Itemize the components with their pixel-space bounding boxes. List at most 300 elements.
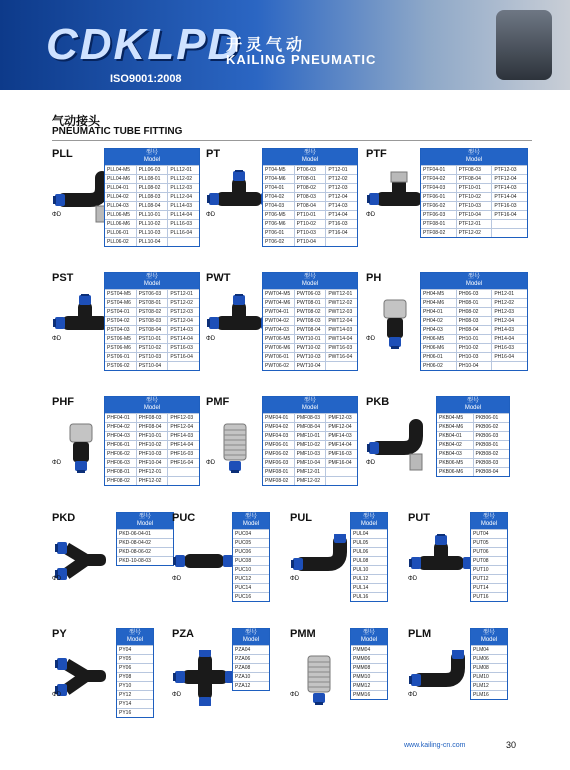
model-cell: PY05 <box>119 656 132 662</box>
model-row <box>421 219 527 228</box>
diameter-label: ΦD <box>206 460 216 466</box>
model-cell: PMF10-02 <box>294 441 326 449</box>
model-table-header <box>105 149 199 165</box>
port-bottom <box>389 337 401 349</box>
model-cell: PTF10-04 <box>456 211 492 219</box>
model-cell: PT08-04 <box>294 202 326 210</box>
website-url[interactable]: www.kailing-cn.com <box>404 742 466 749</box>
diameter-label: ΦD <box>206 336 216 342</box>
model-cell: PHF12-02 <box>136 477 168 485</box>
model-row <box>421 361 527 370</box>
model-cell: PH06-02 <box>423 363 443 369</box>
y-stem <box>82 554 106 566</box>
model-table-header <box>233 629 269 645</box>
model-cell: PKD-08-04-02 <box>119 540 151 546</box>
port-bottom-collet <box>229 461 241 471</box>
port-upper <box>55 658 67 670</box>
model-cell: PT04-02 <box>265 194 285 200</box>
model-cell: PHF04-02 <box>107 424 130 430</box>
header-cn: 型号 <box>482 514 495 520</box>
model-cell: PUC04 <box>235 531 252 537</box>
model-cell: PY16 <box>119 710 132 716</box>
port-upper-ring <box>55 544 58 552</box>
model-cell: PUC10 <box>235 567 252 573</box>
model-cell: PLL08-01 <box>136 175 168 183</box>
model-cell: PMM06 <box>353 656 371 662</box>
model-cell: PST12-02 <box>167 299 199 307</box>
company-name-en: KAILING PNEUMATIC <box>226 52 377 67</box>
port-top-collet <box>79 295 91 305</box>
elbow-body <box>64 178 102 200</box>
section-title-en: PNEUMATIC TUBE FITTING <box>52 126 183 137</box>
model-cell: PST10-01 <box>136 335 168 343</box>
port-left-collet <box>411 557 421 569</box>
model-cell: PWT04-02 <box>265 318 289 324</box>
model-row <box>437 458 509 467</box>
diameter-label: ΦD <box>366 336 376 342</box>
fitting-body <box>387 318 403 338</box>
header-en: Model <box>242 521 260 527</box>
model-cell <box>325 477 357 485</box>
model-cell: PMF14-04 <box>325 441 357 449</box>
model-cell: PMF08-01 <box>265 469 289 475</box>
model-table <box>104 396 200 486</box>
model-row <box>233 547 269 556</box>
model-cell: PWT16-03 <box>325 344 357 352</box>
header-en: Model <box>136 521 154 527</box>
model-cell <box>325 238 357 246</box>
model-row <box>471 654 507 663</box>
port-top <box>435 534 447 545</box>
model-cell: PMM04 <box>353 647 371 653</box>
model-cell: PH08-01 <box>456 299 492 307</box>
port-top-ring <box>235 294 243 296</box>
model-row <box>263 449 357 458</box>
model-cell: PST12-04 <box>167 317 199 325</box>
model-row <box>105 476 199 485</box>
model-table <box>116 512 174 566</box>
model-row <box>105 440 199 449</box>
model-row <box>105 201 199 210</box>
model-cell: PHF12-03 <box>167 414 199 422</box>
model-cell: PT10-01 <box>294 211 326 219</box>
model-cell: PKB04-02 <box>439 442 462 448</box>
model-cell: PUC12 <box>235 576 252 582</box>
model-row <box>471 556 507 565</box>
port-bottom-collet <box>75 461 87 471</box>
model-row <box>263 307 357 316</box>
model-cell: PUC08 <box>235 558 252 564</box>
model-row <box>421 192 527 201</box>
model-row <box>421 174 527 183</box>
model-cell: PUL10 <box>353 567 369 573</box>
section-divider <box>52 140 532 141</box>
model-cell: PTF06-01 <box>423 194 446 200</box>
port-left <box>409 557 421 569</box>
model-row <box>105 352 199 361</box>
port-top <box>233 294 245 305</box>
model-cell: PMF04-03 <box>265 433 289 439</box>
header-en: Model <box>480 637 498 643</box>
header-en: Model <box>480 521 498 527</box>
model-cell: PLM04 <box>473 647 489 653</box>
model-cell <box>491 229 527 237</box>
model-row <box>105 467 199 476</box>
model-cell: PKD-06-04-01 <box>119 531 151 537</box>
model-table <box>350 512 388 602</box>
model-row <box>351 681 387 690</box>
model-cell: PY06 <box>119 665 132 671</box>
elbow-body <box>420 658 458 680</box>
header-cn: 型号 <box>303 274 316 280</box>
model-row <box>351 547 387 556</box>
header-en: Model <box>126 637 144 643</box>
model-cell: PWT12-04 <box>325 317 357 325</box>
port-left-collet <box>209 193 219 205</box>
fitting-illustration <box>408 534 474 590</box>
header-cn: 型号 <box>145 398 158 404</box>
model-table <box>232 628 270 691</box>
header-cn: 型号 <box>244 630 257 636</box>
model-cell: PMF12-04 <box>325 423 357 431</box>
model-cell: PHF08-01 <box>107 469 130 475</box>
model-cell: PMF08-02 <box>265 478 289 484</box>
model-row <box>437 422 509 431</box>
port-bottom <box>75 461 87 473</box>
model-cell: PMF08-04 <box>294 423 326 431</box>
model-row <box>471 547 507 556</box>
model-cell: PT12-02 <box>325 175 357 183</box>
model-cell <box>167 468 199 476</box>
model-row <box>117 690 153 699</box>
model-row <box>351 645 387 654</box>
model-cell: PMF12-01 <box>294 468 326 476</box>
model-cell: PH12-04 <box>491 317 527 325</box>
model-cell: PT06-M5 <box>265 212 286 218</box>
section-title-cn: 气动接头 <box>52 114 101 128</box>
model-row <box>263 325 357 334</box>
model-cell: PH14-03 <box>491 326 527 334</box>
model-cell: PTF08-03 <box>456 166 492 174</box>
port-left-collet <box>55 317 65 329</box>
model-cell: PWT06-03 <box>294 290 326 298</box>
model-cell: PWT08-04 <box>294 326 326 334</box>
diameter-label: ΦD <box>52 576 62 582</box>
model-cell: PST08-02 <box>136 308 168 316</box>
model-cell: PWT10-03 <box>294 353 326 361</box>
header-en: Model <box>301 281 319 287</box>
model-row <box>421 316 527 325</box>
model-cell: PTF10-03 <box>456 202 492 210</box>
header-en: Model <box>242 637 260 643</box>
model-cell: PWT06-M5 <box>265 336 291 342</box>
model-cell: PH06-01 <box>423 354 443 360</box>
header-en: Model <box>143 281 161 287</box>
model-cell: PWT08-03 <box>294 317 326 325</box>
model-row <box>437 467 509 476</box>
model-row <box>263 413 357 422</box>
model-cell: PT10-04 <box>294 238 326 246</box>
brand-logo: CDKLPD <box>46 20 242 69</box>
model-row <box>105 413 199 422</box>
model-cell: PLL10-02 <box>136 220 168 228</box>
model-cell: PWT14-03 <box>325 326 357 334</box>
header-en: Model <box>465 157 483 163</box>
model-cell <box>167 477 199 485</box>
port-left-collet <box>293 558 303 570</box>
model-cell: PTF12-04 <box>491 175 527 183</box>
model-row <box>117 538 173 547</box>
model-table-header <box>421 273 527 289</box>
diameter-label: ΦD <box>366 460 376 466</box>
model-cell: PKB08-02 <box>473 450 510 458</box>
model-cell: PMF08-03 <box>294 414 326 422</box>
port-top <box>79 294 91 305</box>
port-bottom-collet <box>389 337 401 347</box>
model-row <box>437 440 509 449</box>
model-row <box>117 556 173 565</box>
model-row <box>233 592 269 601</box>
model-cell: PUT12 <box>473 576 489 582</box>
model-cell: PT16-04 <box>325 229 357 237</box>
model-row <box>421 325 527 334</box>
port-top-collet <box>334 534 346 543</box>
model-cell: PKB08-03 <box>473 459 510 467</box>
model-row <box>105 307 199 316</box>
model-cell: PHF10-04 <box>136 459 168 467</box>
model-cell: PKB06-M5 <box>439 460 464 466</box>
port-bottom-ring <box>231 470 239 473</box>
model-cell: PMF04-02 <box>265 424 289 430</box>
model-cell: PKB04-M6 <box>439 424 464 430</box>
header-cn: 型号 <box>138 514 151 520</box>
model-cell: PLM16 <box>473 692 489 698</box>
diameter-label: ΦD <box>206 212 216 218</box>
tee-branch <box>78 302 92 324</box>
model-cell: PY12 <box>119 692 132 698</box>
model-cell: PST10-03 <box>136 353 168 361</box>
port-left-ring <box>207 195 210 203</box>
model-row <box>421 343 527 352</box>
model-row <box>351 672 387 681</box>
port-upper-collet <box>57 542 67 554</box>
model-table-header <box>105 273 199 289</box>
model-cell: PLL04-M6 <box>107 176 131 182</box>
port-left-ring <box>367 444 370 452</box>
model-cell: PMF10-04 <box>294 459 326 467</box>
model-row <box>105 174 199 183</box>
model-cell: PWT12-02 <box>325 299 357 307</box>
model-cell: PT04-03 <box>265 203 285 209</box>
model-cell: PST10-04 <box>136 362 168 370</box>
diameter-label: ΦD <box>52 692 62 698</box>
model-row <box>421 334 527 343</box>
model-cell: PHF04-01 <box>107 415 130 421</box>
model-cell: PHF12-04 <box>167 423 199 431</box>
model-cell: PT08-02 <box>294 184 326 192</box>
port-left-ring <box>53 196 56 204</box>
model-cell: PWT08-01 <box>294 299 326 307</box>
model-cell: PT14-03 <box>325 202 357 210</box>
hex-body <box>384 300 406 318</box>
model-row <box>263 165 357 174</box>
model-cell: PST04-01 <box>107 309 130 315</box>
model-cell: PZA04 <box>235 647 251 653</box>
diameter-label: ΦD <box>52 212 62 218</box>
model-cell: PUT06 <box>473 549 489 555</box>
model-cell: PH04-01 <box>423 309 443 315</box>
elbow-body <box>378 426 416 448</box>
model-cell: PWT12-01 <box>325 290 357 298</box>
model-table <box>420 148 528 238</box>
model-row <box>471 565 507 574</box>
model-cell: PKB04-03 <box>439 451 462 457</box>
model-cell: PWT04-03 <box>265 327 289 333</box>
port-left-ring <box>173 557 176 565</box>
model-cell: PUC06 <box>235 549 252 555</box>
model-cell: PUL06 <box>353 549 369 555</box>
model-cell: PT04-01 <box>265 185 285 191</box>
port-left-collet <box>369 193 379 205</box>
product-name: PT <box>206 148 221 160</box>
model-cell: PTF12-03 <box>491 166 527 174</box>
hex-body <box>70 424 92 442</box>
port-left <box>173 671 185 683</box>
model-row <box>351 663 387 672</box>
union-body <box>184 554 224 568</box>
port-left-ring <box>367 195 370 203</box>
model-row <box>263 458 357 467</box>
port-top-collet <box>233 295 245 305</box>
port-top-collet <box>435 535 447 545</box>
model-cell: PST08-01 <box>136 299 168 307</box>
port-top <box>233 170 245 181</box>
model-cell: PMF12-03 <box>325 414 357 422</box>
product-name: PMM <box>290 628 316 640</box>
header-en: Model <box>143 405 161 411</box>
model-cell: PUL04 <box>353 531 369 537</box>
product-name: PUC <box>172 512 196 524</box>
model-row <box>105 422 199 431</box>
diameter-label: ΦD <box>172 576 182 582</box>
model-cell: PHF06-02 <box>107 451 130 457</box>
model-cell: PH06-03 <box>456 290 492 298</box>
model-row <box>117 663 153 672</box>
elbow-body <box>302 542 340 564</box>
model-table <box>262 396 358 486</box>
port-bottom-ring <box>391 346 399 349</box>
model-cell: PMF16-03 <box>325 450 357 458</box>
header-en: Model <box>143 157 161 163</box>
model-cell: PLL08-03 <box>136 193 168 201</box>
model-row <box>263 361 357 370</box>
header-en: Model <box>465 281 483 287</box>
model-row <box>263 210 357 219</box>
model-cell: PST16-03 <box>167 344 199 352</box>
model-cell: PZA10 <box>235 674 251 680</box>
model-cell: PMF06-01 <box>265 442 289 448</box>
model-cell: PH10-04 <box>456 362 492 370</box>
model-row <box>437 413 509 422</box>
fitting-illustration <box>290 534 356 590</box>
header-cn: 型号 <box>362 630 375 636</box>
port-top-collet <box>233 171 245 181</box>
model-row <box>421 201 527 210</box>
header-cn: 型号 <box>467 274 480 280</box>
model-cell: PH12-01 <box>491 290 527 298</box>
diameter-label: ΦD <box>172 692 182 698</box>
model-cell: PUT16 <box>473 594 489 600</box>
model-row <box>117 681 153 690</box>
port-left <box>173 555 185 567</box>
model-cell: PMF04-01 <box>265 415 289 421</box>
model-row <box>117 547 173 556</box>
model-row <box>233 556 269 565</box>
model-row <box>105 298 199 307</box>
model-row <box>421 307 527 316</box>
model-table-header <box>437 397 509 413</box>
model-cell: PWT08-02 <box>294 308 326 316</box>
header-en: Model <box>464 405 482 411</box>
diameter-label: ΦD <box>408 576 418 582</box>
model-cell: PTF16-04 <box>491 211 527 219</box>
model-cell <box>325 468 357 476</box>
model-row <box>471 529 507 538</box>
model-cell: PST06-M5 <box>107 336 131 342</box>
model-cell: PT12-01 <box>325 166 357 174</box>
model-row <box>105 237 199 246</box>
model-cell: PY14 <box>119 701 132 707</box>
model-cell: PKB04-01 <box>439 433 462 439</box>
port-left-collet <box>175 671 185 683</box>
model-cell: PLL04-01 <box>107 185 129 191</box>
model-cell: PZA12 <box>235 683 251 689</box>
model-cell: PUT05 <box>473 540 489 546</box>
header-cn: 型号 <box>244 514 257 520</box>
header-cn: 型号 <box>303 150 316 156</box>
model-row <box>233 681 269 690</box>
port-top <box>452 650 464 659</box>
page-number: 30 <box>506 740 517 750</box>
model-cell: PUL08 <box>353 558 369 564</box>
model-cell: PST04-M5 <box>107 291 131 297</box>
port-left-ring <box>173 673 176 681</box>
model-cell: PST12-01 <box>167 290 199 298</box>
model-cell: PH16-03 <box>491 344 527 352</box>
model-cell: PST08-04 <box>136 326 168 334</box>
port-left-collet <box>369 442 379 454</box>
company-name-cn: 开灵气动 <box>226 35 307 54</box>
model-table <box>116 628 154 718</box>
model-cell: PH08-04 <box>456 326 492 334</box>
model-cell: PST14-03 <box>167 326 199 334</box>
model-row <box>471 574 507 583</box>
model-row <box>105 183 199 192</box>
model-cell: PLL08-02 <box>136 184 168 192</box>
model-table-header <box>471 513 507 529</box>
header-cn: 型号 <box>482 630 495 636</box>
header-cn: 型号 <box>467 150 480 156</box>
model-cell: PT08-03 <box>294 193 326 201</box>
port-left-ring <box>53 319 56 327</box>
product-name: PHF <box>52 396 74 408</box>
port-left-ring <box>291 560 294 568</box>
port-left-collet <box>209 317 219 329</box>
model-table-header <box>233 513 269 529</box>
model-row <box>351 529 387 538</box>
port-upper-ring <box>55 660 58 668</box>
header-en: Model <box>301 157 319 163</box>
